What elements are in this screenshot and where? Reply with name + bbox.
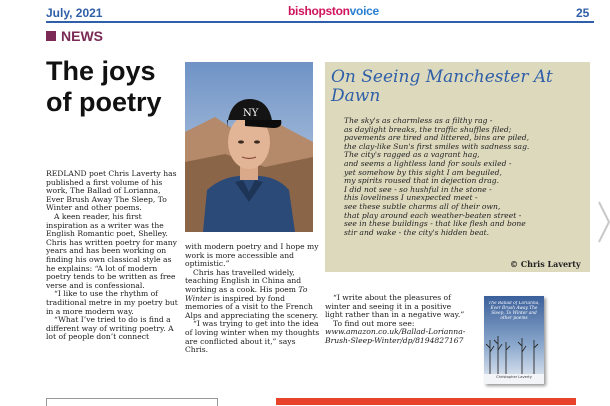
poem-line: The sky's as charmless as a filthy rag -	[344, 116, 493, 125]
article-column-3	[325, 294, 470, 346]
poem-credit: © Chris Laverty	[510, 259, 581, 269]
masthead-part-2: voice	[349, 4, 379, 18]
red-banner	[276, 398, 576, 405]
poem-line: and seems a lightless land for souls exiled -	[344, 158, 512, 168]
paragraph: To find out more see:	[333, 318, 415, 328]
author-photo	[185, 62, 313, 232]
book-author: Christopher Laverty	[496, 375, 532, 379]
poem-body	[344, 117, 588, 237]
next-page-chevron-icon[interactable]	[598, 200, 610, 248]
article-column-1	[46, 170, 178, 342]
paragraph: “I like to use the rhythm of traditional metre in my poetry but in a more modern way.	[46, 289, 178, 316]
poem-line: I did not see - so hushful in the stone -	[344, 184, 492, 194]
poem-line: stir and wake - the city's hidden beat.	[344, 227, 490, 237]
poem-line: see these subtle charms all of their own,	[344, 201, 501, 211]
book-link[interactable]	[325, 328, 470, 345]
header-rule	[46, 21, 594, 23]
article-column-2	[185, 243, 320, 355]
masthead-part-1: bishopston	[288, 4, 350, 18]
article-headline: The joys of poetry	[46, 56, 162, 117]
book-cover-image	[484, 296, 544, 384]
paragraph	[185, 269, 320, 321]
issue-date: July, 2021	[46, 6, 103, 20]
poem-line: the clay-like Sun's first smiles with sadness sag.	[344, 141, 530, 151]
portrait-image	[185, 62, 313, 232]
poem-title-reference: To Winter	[185, 284, 308, 303]
book-cover	[484, 296, 544, 384]
poem-line: yet somehow by this sight I am beguiled,	[344, 167, 502, 177]
poem-line: see in these buildings - that like flesh and bone	[344, 219, 526, 229]
section-label: NEWS	[61, 28, 103, 44]
poem-line: pavements are tired and littered, bins are piled,	[344, 133, 530, 143]
section-square-icon	[46, 31, 56, 41]
paragraph-text: is inspired by fond memories of a visit to the French Alps and appreciating the scenery.	[185, 293, 319, 320]
masthead-logo[interactable]	[288, 4, 379, 18]
book-title: The Ballad of Lorianna, Ever Brush Away The Sleep, To Winter and other poems	[488, 301, 540, 321]
paragraph: “What I’ve tried to do is find a different way of writing poetry. A lot of people don’t connect	[46, 315, 174, 342]
paragraph: with modern poetry and I hope my work is more accessible and optimistic.”	[185, 242, 319, 269]
paragraph: “I write about the pleasures of winter and seeing it in a positive light rather than in a negative way.”	[325, 293, 465, 320]
svg-text:NY: NY	[243, 108, 259, 119]
poem-line: The city's ragged as a vagrant hag,	[344, 150, 480, 160]
paragraph-text: Chris has travelled widely, teaching English in China and working as a cook. His poem	[185, 267, 302, 294]
page-number: 25	[576, 6, 590, 20]
book-link-text: www.amazon.co.uk/Ballad-Lorianna-Brush-Sleep-Winter/dp/8194827167	[325, 327, 466, 345]
poem-line: as daylight breaks, the traffic shuffles filed;	[344, 124, 512, 134]
poem-title: On Seeing Manchester At Dawn	[331, 67, 553, 106]
poem-line: that play around each weather-beaten street -	[344, 210, 522, 220]
paragraph: A keen reader, his first inspiration as a writer was the English Romantic poet, Shelley. Chris has written poetry for many years and has been working on finding his own classical style as he explains: “A lot of modern poetry tends to be written as free verse and is confessional.	[46, 211, 177, 290]
poem-line: this loveliness I unexpected meet -	[344, 193, 478, 203]
poem-line: my spirits roused that in dejection drag.	[344, 176, 500, 186]
paragraph: “I was trying to get into the idea of loving winter when my thoughts are conflicted about it,” says Chris.	[185, 319, 320, 355]
section-tag	[46, 28, 103, 44]
paragraph: REDLAND poet Chris Laverty has published a first volume of his work, The Ballad of Lorianna, Ever Brush Away The Sleep, To Winter and other poems.	[46, 169, 177, 213]
